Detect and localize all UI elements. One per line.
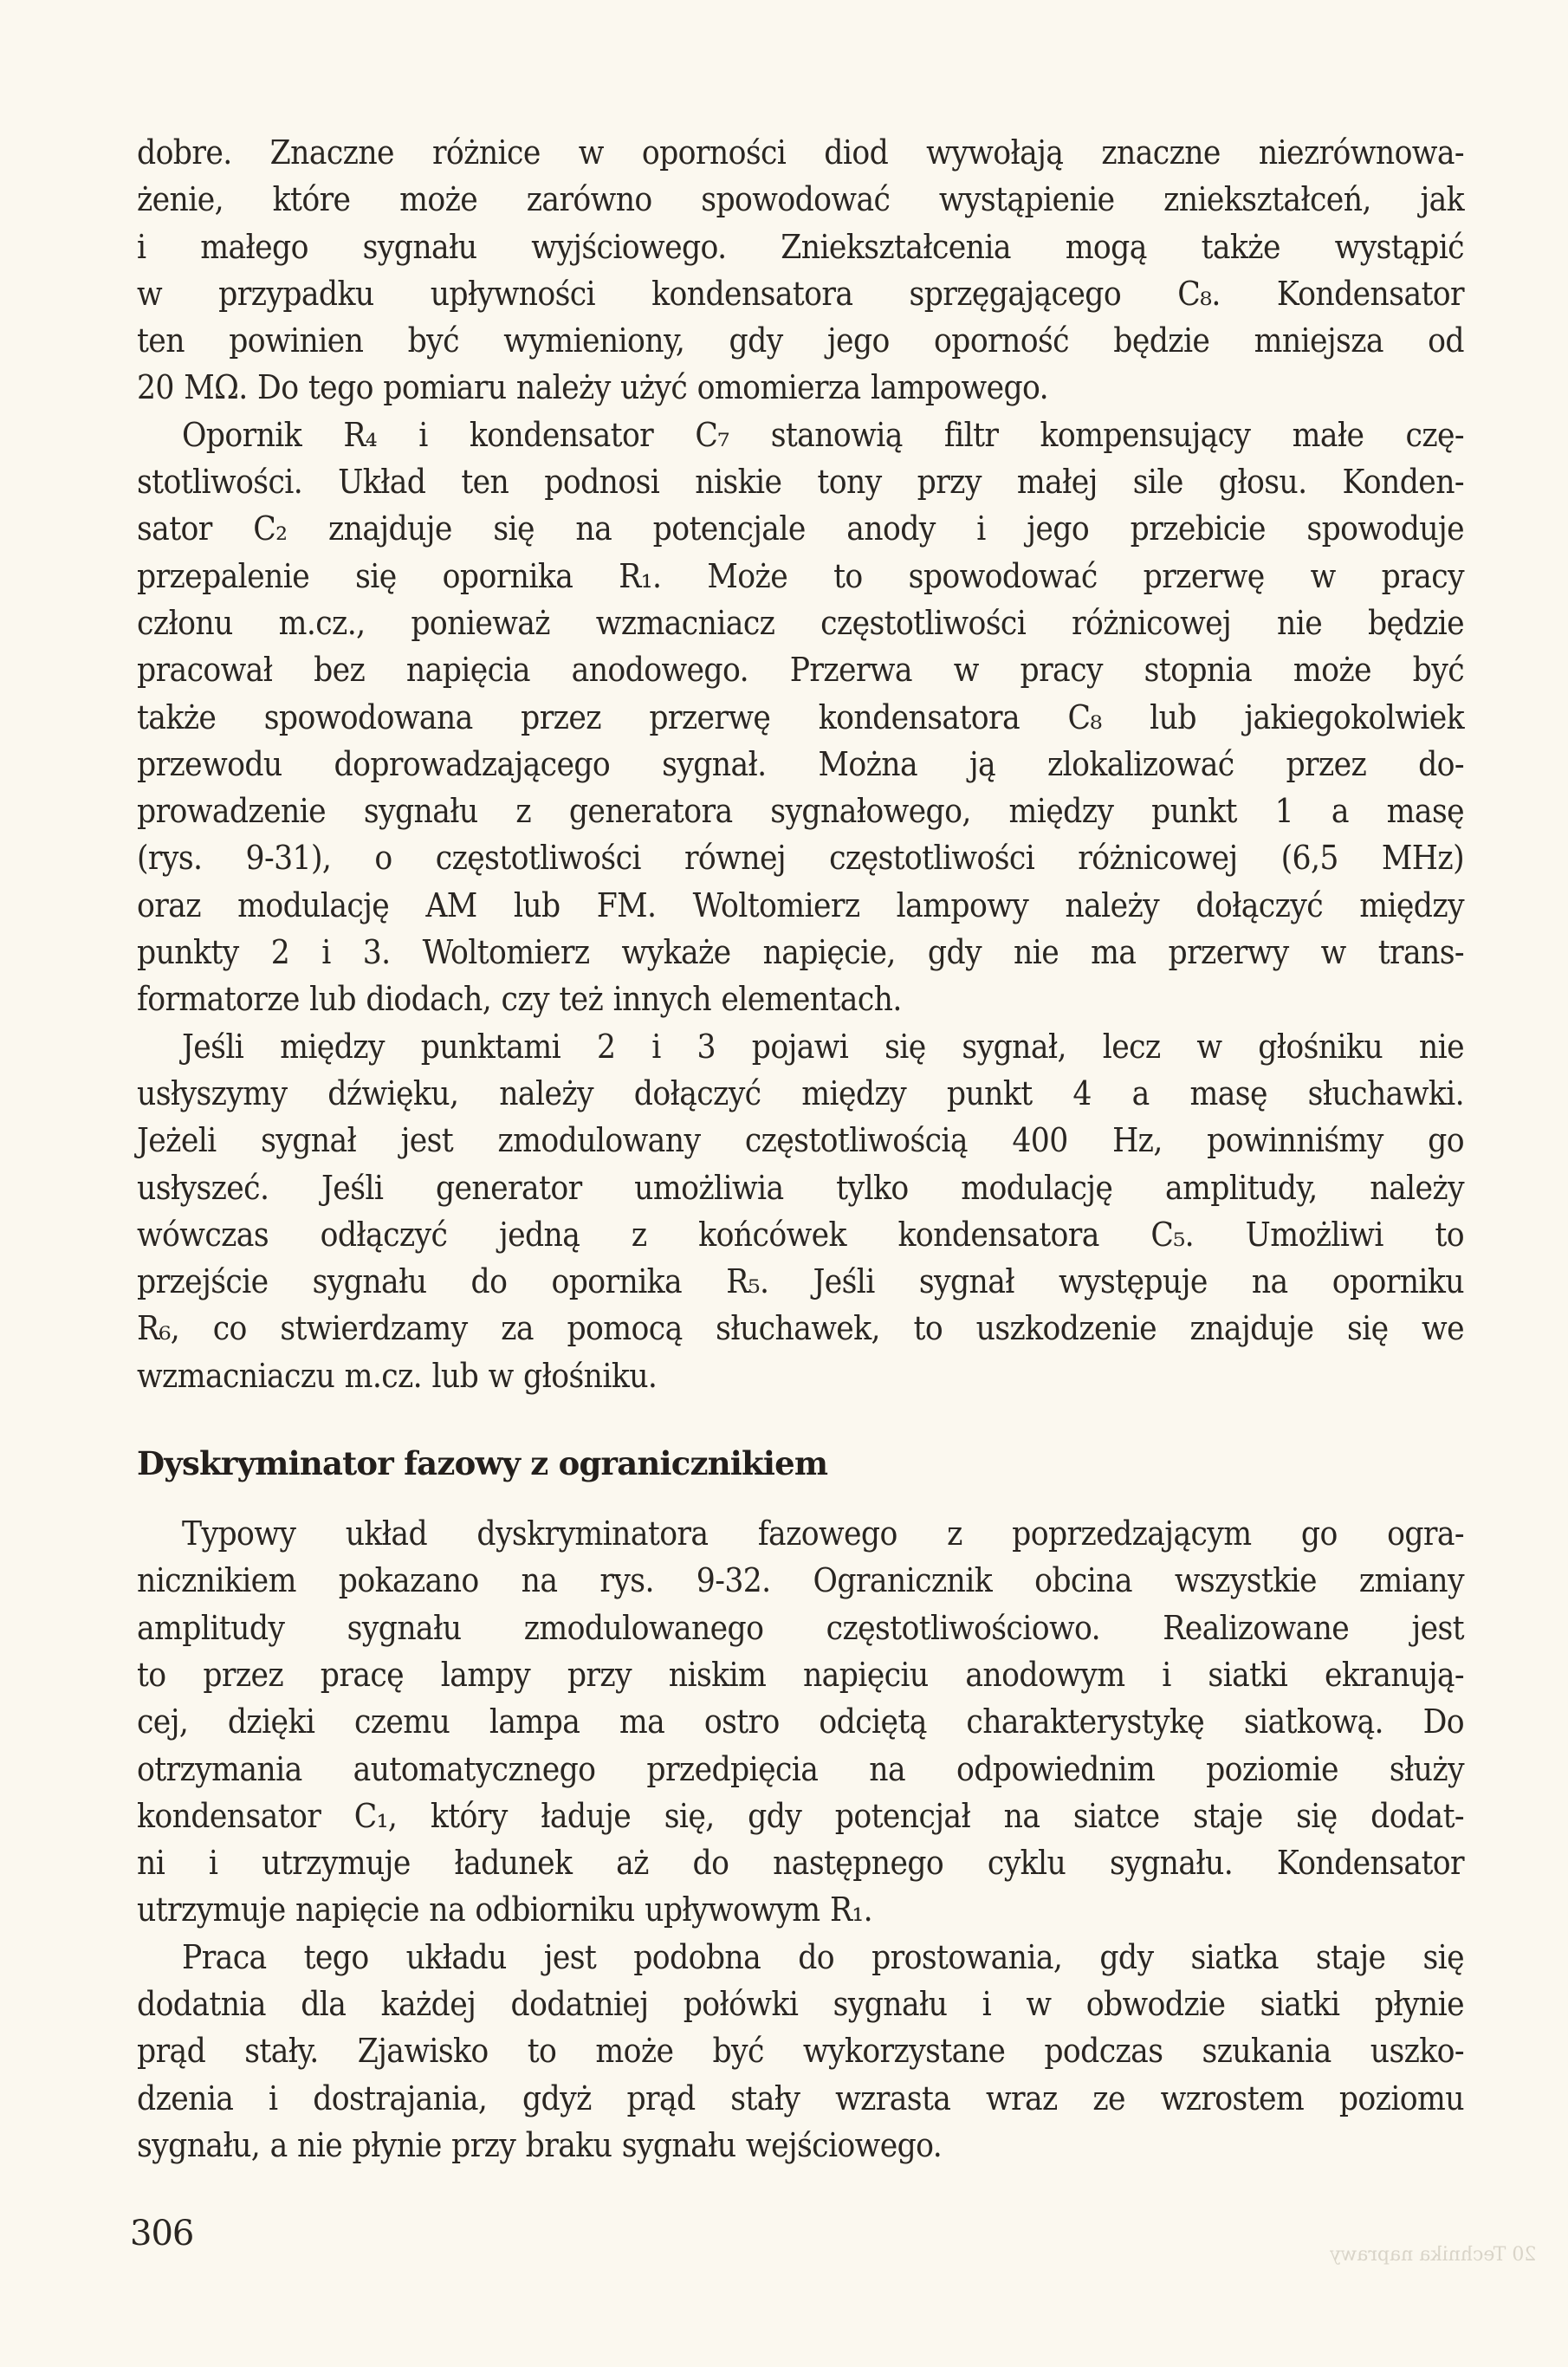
text-line: R₆, co stwierdzamy za pomocą słuchawek, to uszkodzenie znajduje się we (137, 1309, 1464, 1349)
text-line: usłyszymy dźwięku, należy dołączyć między punkt 4 a masę słuchawki. (137, 1073, 1464, 1113)
text-line: Typowy układ dyskryminatora fazowego z poprzedzającym go ogra- (182, 1514, 1464, 1554)
text-line: prowadzenie sygnału z generatora sygnałowego, między punkt 1 a masę (137, 792, 1464, 832)
text-line: żenie, które może zarówno spowodować wystąpienie zniekształceń, jak (137, 180, 1464, 220)
text-line: przejście sygnału do opornika R₅. Jeśli sygnał występuje na oporniku (137, 1262, 1464, 1302)
bleed-through-footer: 20 Technika naprawy (1330, 2244, 1537, 2266)
text-line: sygnału, a nie płynie przy braku sygnału wejściowego. (137, 2125, 943, 2165)
text-line: cej, dzięki czemu lampa ma ostro odciętą charakterystykę siatkową. Do (137, 1702, 1464, 1742)
paragraph-3 (137, 1024, 1464, 1400)
text-line: formatorze lub diodach, czy też innych elementach. (137, 980, 902, 1020)
text-line: kondensator C₁, który ładuje się, gdy potencjał na siatce staje się dodat- (137, 1796, 1464, 1836)
text-line: ni i utrzymuje ładunek aż do następnego cyklu sygnału. Kondensator (137, 1844, 1464, 1884)
text-line: punkty 2 i 3. Woltomierz wykaże napięcie, gdy nie ma przerwy w trans- (137, 933, 1464, 973)
text-line: wówczas odłączyć jedną z końcówek kondensatora C₅. Umożliwi to (137, 1215, 1464, 1255)
text-line: pracował bez napięcia anodowego. Przerwa w pracy stopnia może być (137, 651, 1464, 691)
paragraph-1 (137, 130, 1464, 412)
text-line: wzmacniaczu m.cz. lub w głośniku. (137, 1356, 658, 1396)
text-line: otrzymania automatycznego przedpięcia na odpowiednim poziomie służy (137, 1749, 1464, 1789)
page-body (137, 130, 1464, 2169)
text-line: przewodu doprowadzającego sygnał. Można ją zlokalizować przez do- (137, 744, 1464, 784)
text-line: dobre. Znaczne różnice w oporności diod wywołają znaczne niezrównowa- (137, 133, 1464, 172)
text-line: ten powinien być wymieniony, gdy jego oporność będzie mniejsza od (137, 321, 1464, 361)
text-line: także spowodowana przez przerwę kondensatora C₈ lub jakiegokolwiek (137, 697, 1464, 737)
text-line: prąd stały. Zjawisko to może być wykorzystane podczas szukania uszko- (137, 2032, 1464, 2072)
paragraph-2 (137, 412, 1464, 1024)
text-line: amplitudy sygnału zmodulowanego częstotliwościowo. Realizowane jest (137, 1608, 1464, 1648)
text-line: usłyszeć. Jeśli generator umożliwia tylko modulację amplitudy, należy (137, 1168, 1464, 1208)
text-line: Praca tego układu jest podobna do prostowania, gdy siatka staje się (182, 1937, 1464, 1977)
text-line: 20 MΩ. Do tego pomiaru należy użyć omomierza lampowego. (137, 368, 1049, 408)
text-line: w przypadku upływności kondensatora sprzęgającego C₈. Kondensator (137, 274, 1464, 314)
paragraph-5 (137, 1935, 1464, 2169)
text-line: dzenia i dostrajania, gdyż prąd stały wzrasta wraz ze wzrostem poziomu (137, 2078, 1464, 2118)
text-line: Jeżeli sygnał jest zmodulowany częstotliwością 400 Hz, powinniśmy go (137, 1121, 1464, 1161)
text-line: oraz modulację AM lub FM. Woltomierz lampowy należy dołączyć między (137, 885, 1464, 925)
text-line: Opornik R₄ i kondensator C₇ stanowią filtr kompensujący małe czę- (182, 415, 1464, 455)
section-heading: Dyskryminator fazowy z ogranicznikiem (137, 1444, 828, 1483)
text-line: nicznikiem pokazano na rys. 9-32. Ogranicznik obcina wszystkie zmiany (137, 1561, 1464, 1601)
text-line: sator C₂ znajduje się na potencjale anody i jego przebicie spowoduje (137, 509, 1464, 549)
text-line: dodatnia dla każdej dodatniej połówki sygnału i w obwodzie siatki płynie (137, 1984, 1464, 2024)
text-line: członu m.cz., ponieważ wzmacniacz częstotliwości różnicowej nie będzie (137, 603, 1464, 643)
text-line: to przez pracę lampy przy niskim napięciu anodowym i siatki ekranują- (137, 1655, 1464, 1695)
text-line: utrzymuje napięcie na odbiorniku upływowym R₁. (137, 1890, 873, 1930)
text-line: i małego sygnału wyjściowego. Zniekształcenia mogą także wystąpić (137, 227, 1464, 267)
page-number: 306 (130, 2214, 194, 2254)
text-line: przepalenie się opornika R₁. Może to spowodować przerwę w pracy (137, 556, 1464, 596)
paragraph-4 (137, 1511, 1464, 1935)
text-line: (rys. 9-31), o częstotliwości równej częstotliwości różnicowej (6,5 MHz) (137, 839, 1464, 879)
text-line: stotliwości. Układ ten podnosi niskie tony przy małej sile głosu. Konden- (137, 463, 1464, 503)
text-line: Jeśli między punktami 2 i 3 pojawi się sygnał, lecz w głośniku nie (182, 1027, 1464, 1067)
